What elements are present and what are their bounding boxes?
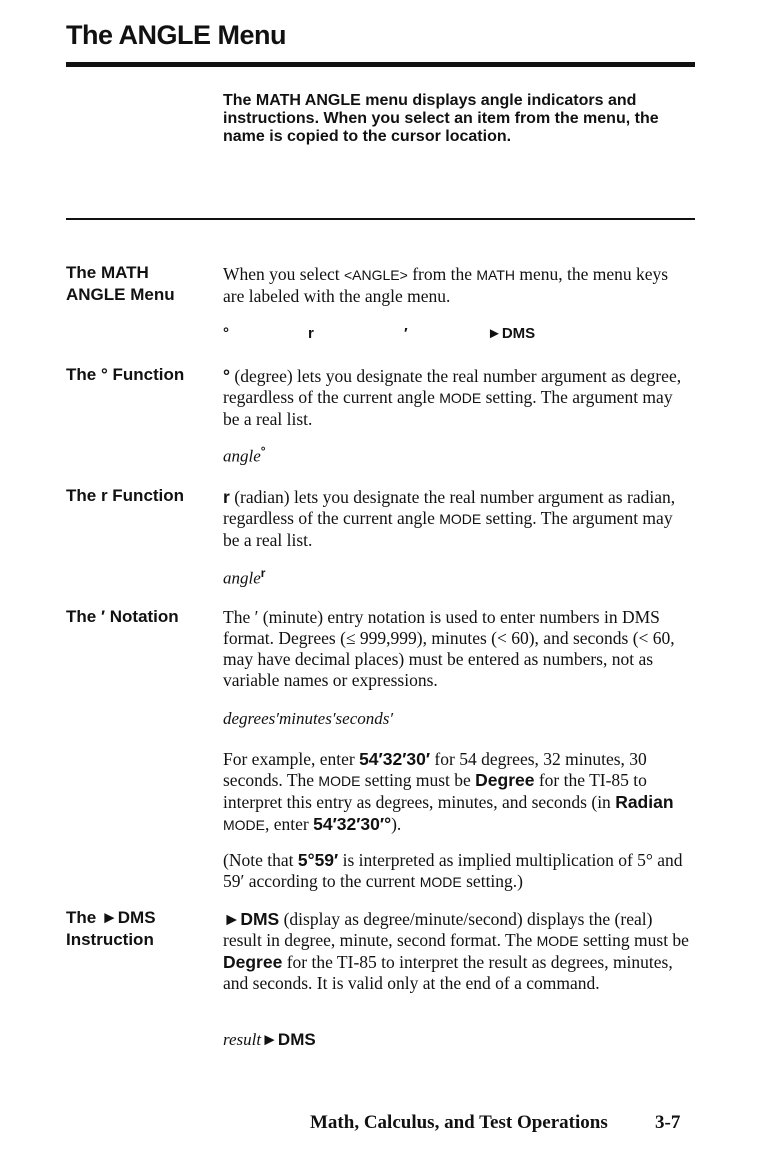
side-heading-line: ANGLE Menu: [66, 285, 175, 304]
syntax-arg: result: [223, 1030, 262, 1049]
syntax-arg: angle: [223, 446, 261, 466]
syntax-key: ►DMS: [261, 1030, 316, 1049]
side-heading-line: Instruction: [66, 930, 154, 949]
dms-text: [223, 909, 693, 994]
text: For example, enter: [223, 749, 360, 769]
text: setting.): [461, 871, 523, 891]
footer-chapter: Math, Calculus, and Test Operations: [310, 1112, 608, 1133]
mode-key: MODE: [536, 933, 579, 949]
text: (display as degree/minute/second) displays the (real) result in degree, minute, second format. The: [223, 909, 653, 950]
radian-text: [223, 487, 693, 551]
mode-key: MODE: [439, 390, 482, 406]
text: for the TI-85 to interpret the result as degrees, minutes, and seconds. It is valid only at the end of a command.: [223, 952, 673, 993]
text: (degree) lets you designate the real number argument as degree, regardless of the current angle: [223, 366, 682, 407]
key-entry: ►DMS: [223, 909, 280, 929]
side-heading-angle-menu: [66, 262, 175, 306]
text: menu, the menu keys are labeled with the angle menu.: [223, 264, 669, 306]
minute-syntax: degrees′minutes′seconds′: [223, 709, 394, 728]
top-rule: [66, 62, 695, 67]
syntax-symbol: °: [260, 444, 266, 458]
syntax-arg: angle: [223, 568, 261, 588]
key-name: MATH: [476, 267, 515, 283]
text: for 54 degrees, 32 minutes, 30 seconds. The: [223, 749, 647, 790]
mode-key: MODE: [223, 817, 265, 833]
degree-syntax: [223, 444, 266, 467]
degree-text: [223, 366, 693, 430]
footer-page-number: 3-7: [655, 1112, 681, 1133]
page-title: The ANGLE Menu: [66, 20, 286, 50]
key-entry: Degree: [223, 952, 283, 972]
mode-key: MODE: [419, 874, 462, 890]
text: (radian) lets you designate the real number argument as radian, regardless of the current angle: [223, 487, 676, 528]
side-heading-dms: [66, 907, 156, 951]
text: , enter: [265, 814, 314, 834]
menu-item-degree: °: [223, 325, 229, 342]
key-name: <ANGLE>: [344, 267, 408, 283]
key-entry: 5°59′: [297, 850, 339, 870]
minute-text: The ′ (minute) entry notation is used to enter numbers in DMS format. Degrees (≤ 999,999), minutes (< 60), and seconds (< 60, may have decimal places) must be entered as numbers, not as variable names or expressions.: [223, 607, 675, 690]
mode-key: MODE: [439, 511, 482, 527]
degree-symbol: °: [223, 366, 230, 386]
text: setting. The argument may be a real list.: [223, 387, 673, 429]
menu-item-dms: ►DMS: [487, 325, 536, 342]
text: setting. The argument may be a real list.: [223, 508, 673, 550]
radian-symbol: r: [223, 487, 230, 507]
text: for the TI-85 to interpret this entry as degrees, minutes, and seconds (in: [223, 770, 647, 812]
text: from the: [407, 264, 477, 284]
side-heading-minute: The ′ Notation: [66, 607, 179, 626]
text: is interpreted as implied multiplication of 5° and 59′ according to the current: [223, 850, 683, 891]
intro-text: The MATH ANGLE menu displays angle indicators and instructions. When you select an item from the menu, the name is copied to the cursor location.: [223, 92, 659, 145]
side-heading-line: The MATH: [66, 263, 149, 282]
key-entry: Radian: [615, 792, 674, 812]
key-entry: Degree: [475, 770, 535, 790]
text: When you select: [223, 264, 344, 284]
side-heading-degree: The ° Function: [66, 365, 185, 384]
menu-item-minute: ′: [404, 325, 408, 342]
section-rule: [66, 218, 695, 220]
mode-key: MODE: [318, 773, 361, 789]
menu-item-radian: r: [308, 325, 314, 342]
angle-menu-text: [223, 264, 693, 307]
radian-syntax: [223, 566, 265, 589]
minute-note: [223, 850, 693, 893]
text: (Note that: [223, 850, 298, 870]
minute-example: [223, 749, 693, 836]
text: setting must be: [360, 770, 476, 790]
side-heading-radian: The r Function: [66, 486, 185, 505]
text: setting must be: [578, 930, 689, 950]
dms-syntax: [223, 1030, 316, 1050]
side-heading-line: The ►DMS: [66, 908, 156, 927]
syntax-symbol: r: [260, 566, 266, 580]
key-entry: 54′32′30′: [359, 749, 431, 769]
key-entry: 54′32′30′°: [313, 814, 392, 834]
text: ).: [391, 814, 402, 834]
